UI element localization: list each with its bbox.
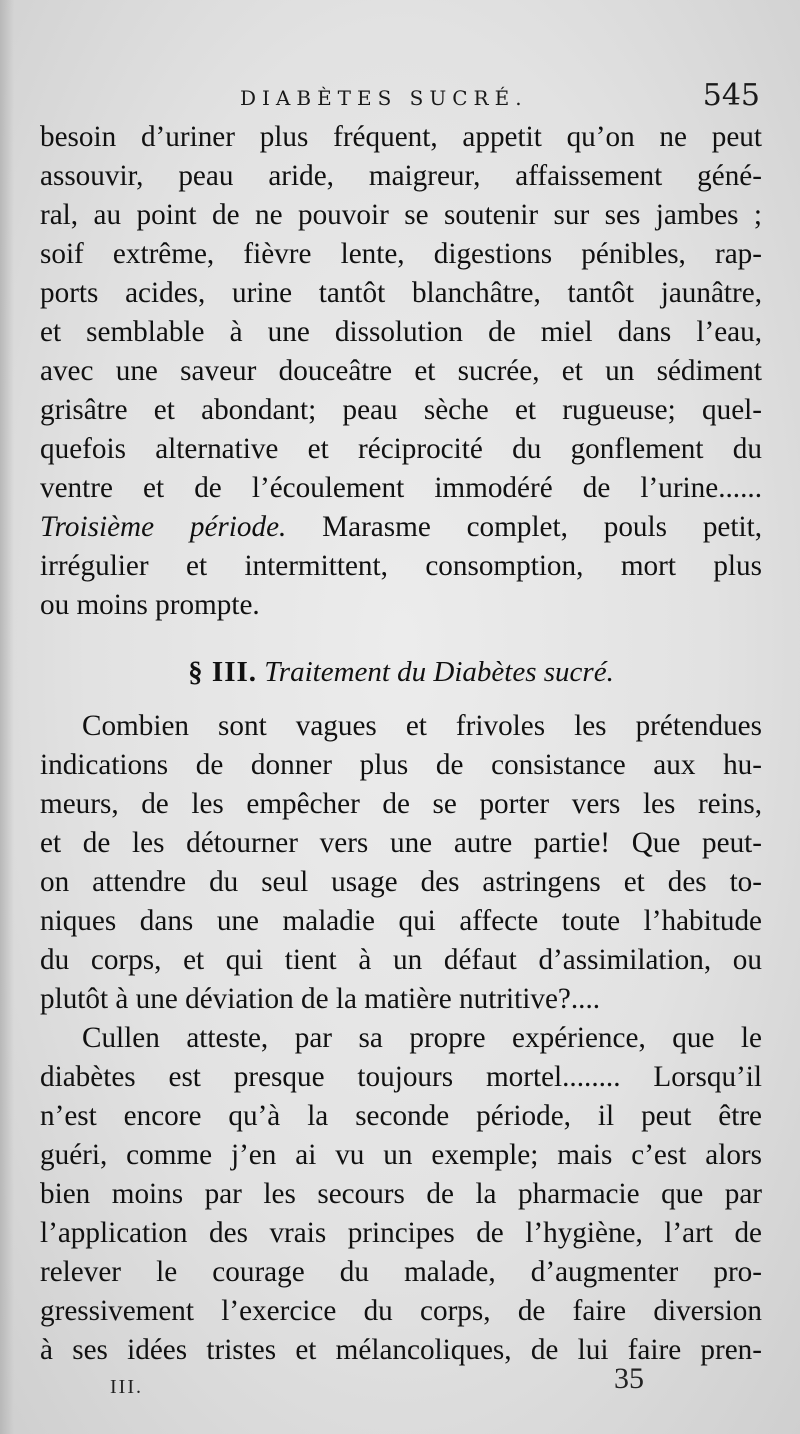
text-line: ports acides, urine tantôt blanchâtre, tantôt jaunâtre, xyxy=(40,277,762,309)
running-title: DIABÈTES SUCRÉ. xyxy=(240,86,528,110)
page-number: 545 xyxy=(702,78,760,113)
page-spine-shadow xyxy=(0,0,14,1434)
signature-mark: III. xyxy=(110,1376,143,1398)
text-line: indications de donner plus de consistance aux hu- xyxy=(40,749,762,781)
text-line: et semblable à une dissolution de miel dans l’eau, xyxy=(40,316,762,348)
paragraph-treatment-critique xyxy=(40,707,762,1019)
text-line: gressivement l’exercice du corps, de faire diversion xyxy=(40,1295,762,1327)
text-line: plutôt à une déviation de la matière nutritive?.... xyxy=(40,983,601,1015)
text-line: Combien sont vagues et frivoles les prétendues xyxy=(82,710,762,742)
text-line: avec une saveur douceâtre et sucrée, et un sédiment xyxy=(40,355,762,387)
text-line: Cullen atteste, par sa propre expérience, que le xyxy=(82,1022,762,1054)
text-line: bien moins par les secours de la pharmacie que par xyxy=(40,1178,762,1210)
text-line: grisâtre et abondant; peau sèche et rugueuse; quel- xyxy=(40,394,762,426)
text-line: ventre et de l’écoulement immodéré de l’urine...... xyxy=(40,472,762,504)
section-title: Traitement du Diabètes sucré. xyxy=(264,656,614,688)
text-line: à ses idées tristes et mélancoliques, de lui faire pren- xyxy=(40,1334,762,1366)
text-line: du corps, et qui tient à un défaut d’assimilation, ou xyxy=(40,944,762,976)
text-line: ral, au point de ne pouvoir se soutenir sur ses jambes ; xyxy=(40,199,762,231)
text-line: assouvir, peau aride, maigreur, affaissement géné- xyxy=(40,160,762,192)
third-period-line xyxy=(40,508,762,547)
text-line: soif extrême, fièvre lente, digestions pénibles, rap- xyxy=(40,238,762,270)
third-period-text: Marasme complet, pouls petit, xyxy=(286,511,762,543)
text-line: irrégulier et intermittent, consomption, mort plus xyxy=(40,550,762,582)
text-line: relever le courage du malade, d’augmenter pro- xyxy=(40,1256,762,1288)
paragraph-symptoms xyxy=(40,118,762,625)
sheet-number: 35 xyxy=(614,1362,644,1395)
third-period-label: Troisième période. xyxy=(40,511,287,543)
page-header xyxy=(40,78,760,114)
text-line: quefois alternative et réciprocité du gonflement du xyxy=(40,433,762,465)
text-line: ou moins prompte. xyxy=(40,589,260,621)
text-line: et de les détourner vers une autre partie! Que peut- xyxy=(40,827,762,859)
text-line: l’application des vrais principes de l’hygiène, l’art de xyxy=(40,1217,762,1249)
text-line: n’est encore qu’à la seconde période, il peut être xyxy=(40,1100,762,1132)
text-line: diabètes est presque toujours mortel........ Lorsqu’il xyxy=(40,1061,762,1093)
text-line: besoin d’uriner plus fréquent, appetit qu’on ne peut xyxy=(40,121,762,153)
section-heading xyxy=(40,651,762,693)
text-line: guéri, comme j’en ai vu un exemple; mais c’est alors xyxy=(40,1139,762,1171)
section-number: § III. xyxy=(188,656,258,688)
text-line: meurs, de les empêcher de se porter vers les reins, xyxy=(40,788,762,820)
text-line: on attendre du seul usage des astringens et des to- xyxy=(40,866,762,898)
text-line: niques dans une maladie qui affecte toute l’habitude xyxy=(40,905,762,937)
paragraph-cullen xyxy=(40,1019,762,1370)
body-text xyxy=(40,118,762,1370)
page-footer xyxy=(40,1362,762,1402)
